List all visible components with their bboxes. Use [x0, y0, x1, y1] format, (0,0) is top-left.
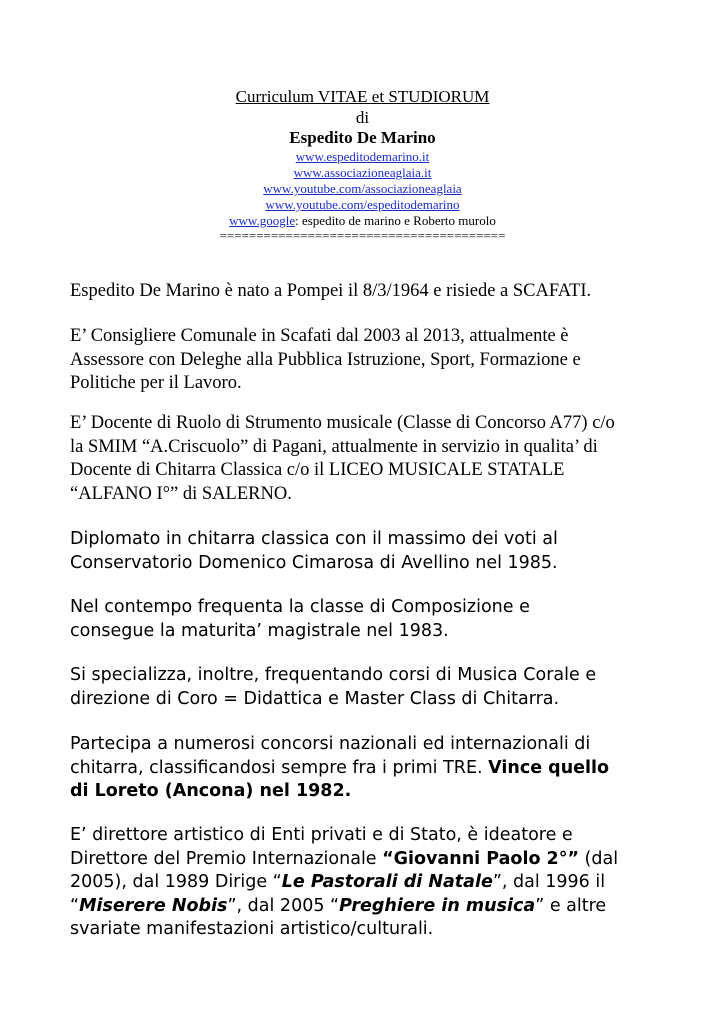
paragraph-birth	[70, 280, 670, 304]
text-span: “	[70, 895, 80, 916]
link-youtube-espeditodemarino[interactable]: www.youtube.com/espeditodemarino	[265, 197, 460, 212]
text-line: E’ Docente di Ruolo di Strumento musicale (Classe di Concorso A77) c/o	[70, 413, 615, 433]
bold-italic-text: Miserere Nobis	[79, 895, 228, 916]
text-span: ”, dal 2005 “	[227, 895, 340, 916]
paragraph-competitions	[70, 733, 680, 804]
cv-title: Curriculum VITAE et STUDIORUM	[235, 87, 490, 106]
text-line: Conservatorio Domenico Cimarosa di Avellino nel 1985.	[70, 552, 558, 573]
text-line: Diplomato in chitarra classica con il massimo dei voti al	[70, 529, 558, 549]
text-line	[70, 848, 680, 872]
text-line: Politiche per il Lavoro.	[70, 373, 242, 393]
text-span: (dal	[578, 848, 619, 869]
google-line-text: : espedito de marino e Roberto murolo	[295, 213, 496, 228]
text-line: direzione di Coro = Didattica e Master Class di Chitarra.	[70, 688, 560, 709]
paragraph-composition	[70, 596, 680, 643]
text-line: svariate manifestazioni artistico/culturali.	[70, 919, 434, 939]
paragraph-artistic-director	[70, 824, 680, 942]
link-youtube-associazioneaglaia[interactable]: www.youtube.com/associazioneaglaia	[263, 181, 462, 196]
bold-text: “Giovanni Paolo 2°”	[382, 848, 579, 869]
bold-text: di Loreto (Ancona) nel 1982.	[70, 781, 352, 801]
cv-di: di	[355, 108, 370, 127]
link-google[interactable]: www.google	[229, 213, 296, 228]
text-span: ”, dal 1996 il	[492, 872, 606, 892]
text-span: ” e altre	[535, 895, 607, 916]
text-line	[70, 871, 680, 895]
separator-line: =======================================	[219, 228, 506, 243]
text-span: chitarra, classificandosi sempre fra i primi TRE.	[70, 757, 489, 778]
text-line: la SMIM “A.Criscuolo” di Pagani, attualmente in servizio in qualita’ di	[70, 436, 598, 457]
text-span: Direttore del Premio Internazionale	[70, 848, 383, 869]
text-line	[70, 757, 680, 781]
text-line: Partecipa a numerosi concorsi nazionali ed internazionali di	[70, 734, 591, 754]
text-span: 2005), dal 1989 Dirige “	[70, 872, 282, 892]
paragraph-diploma	[70, 528, 680, 575]
paragraph-council	[70, 325, 670, 396]
bold-italic-text: Le Pastorali di Natale	[281, 872, 493, 892]
text-line: E’ Consigliere Comunale in Scafati dal 2003 al 2013, attualmente è	[70, 326, 569, 346]
paragraph-teacher	[70, 412, 670, 506]
text-line: “ALFANO I°” di SALERNO.	[70, 483, 292, 504]
link-associazioneaglaia-site[interactable]: www.associazioneaglaia.it	[293, 165, 432, 180]
paragraph-specialization	[70, 664, 680, 711]
bold-italic-text: Preghiere in musica	[339, 895, 536, 916]
link-espeditodemarino-site[interactable]: www.espeditodemarino.it	[295, 149, 430, 164]
text-line	[70, 895, 680, 919]
text-line: Nel contempo frequenta la classe di Composizione e	[70, 597, 530, 617]
text-line: Assessore con Deleghe alla Pubblica Istruzione, Sport, Formazione e	[70, 349, 581, 370]
cv-header	[0, 86, 725, 243]
author-name: Espedito De Marino	[289, 128, 436, 147]
text-line: Espedito De Marino è nato a Pompei il 8/3/1964 e risiede a SCAFATI.	[70, 281, 592, 301]
text-line: consegue la maturita’ magistrale nel 1983.	[70, 620, 449, 641]
text-line: Docente di Chitarra Classica c/o il LICEO MUSICALE STATALE	[70, 460, 565, 480]
bold-text: Vince quello	[488, 757, 610, 778]
google-line	[0, 213, 725, 229]
text-line: E’ direttore artistico di Enti privati e di Stato, è ideatore e	[70, 825, 573, 845]
text-line: Si specializza, inoltre, frequentando corsi di Musica Corale e	[70, 665, 597, 685]
